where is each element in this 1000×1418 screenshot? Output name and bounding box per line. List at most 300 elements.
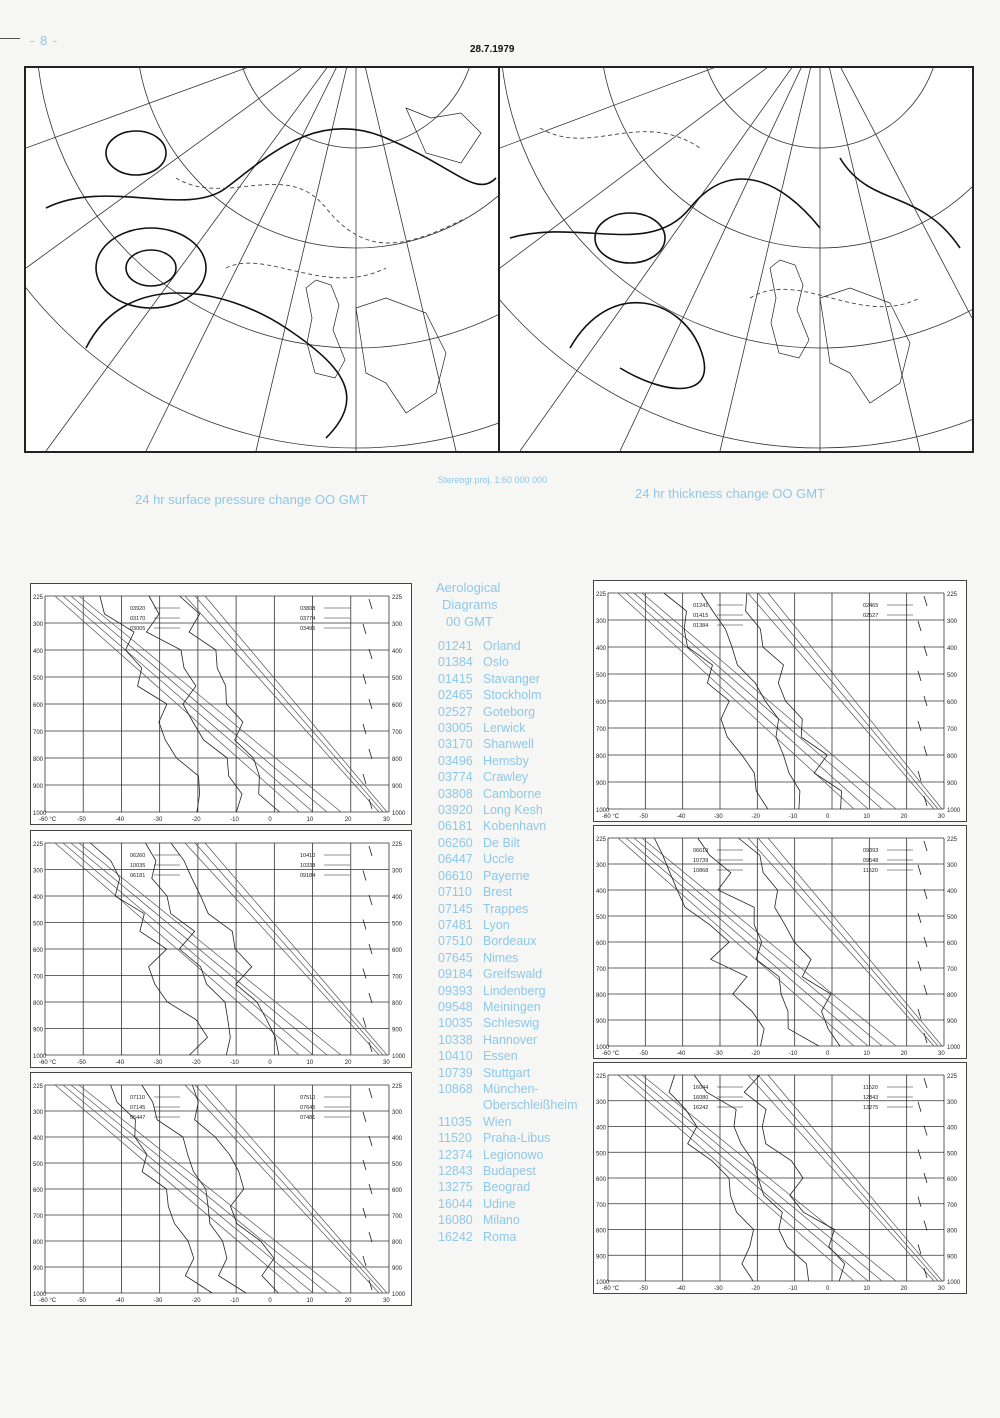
pressure-label: 700 [392,730,403,736]
station-code: 03774 [438,770,473,785]
pressure-label: 900 [33,1027,44,1034]
pressure-label: 600 [947,941,958,947]
diagram-station-code: 09184 [300,873,316,879]
pressure-label: 225 [596,1074,607,1080]
station-row [438,654,577,670]
station-code [438,1097,483,1113]
station-row [438,1163,577,1179]
pressure-label: 300 [33,622,44,628]
diagram-drawing [594,826,966,1058]
station-row [438,868,577,884]
wind-barb [363,774,366,784]
station-row [438,851,577,867]
diagram-station-code: 06447 [130,1115,146,1121]
pressure-label: 600 [596,700,607,706]
temperature-label: -40 [115,1060,125,1066]
pressure-label: 300 [392,1110,403,1116]
wind-barb [363,1208,366,1218]
diagram-station-code: 03920 [130,606,146,612]
station-row [438,999,577,1015]
pressure-label: 500 [392,921,403,928]
station-code: 06610 [438,868,473,883]
temperature-label: 30 [938,1051,945,1057]
pressure-label: 300 [392,622,403,628]
station-code: 11035 [438,1114,472,1129]
station-name: Bordeaux [483,934,537,949]
station-name: Payerne [483,868,530,883]
pressure-label: 400 [392,895,403,901]
pressure-label: 500 [596,673,607,679]
station-name: Uccle [483,852,515,867]
pressure-label: 700 [947,1202,958,1209]
station-row [438,1130,577,1146]
temperature-label: -50 [77,1298,86,1304]
diagram-drawing [594,1063,966,1293]
pressure-label: 300 [596,619,607,625]
diagram-station-code: 02527 [863,613,879,619]
temperature-label: 0 [268,817,272,823]
pressure-label: 900 [947,1019,958,1025]
pressure-label: 900 [596,1019,607,1025]
station-code: 10868 [438,1081,473,1096]
temperature-label: -20 [191,817,201,823]
pressure-label: 400 [33,895,44,901]
station-row [438,1081,577,1097]
pressure-label: 600 [392,703,403,709]
diagram-station-code: 16044 [693,1085,709,1091]
diagram-station-code: 10338 [300,863,316,869]
wind-barb [363,674,366,684]
station-name: Meiningen [483,999,541,1014]
station-name: Nimes [483,950,519,965]
temperature-label: -10 [788,814,798,820]
diagram-station-code: 07481 [300,1115,316,1121]
station-code: 03808 [438,786,473,801]
pressure-label: 300 [947,863,958,869]
wind-barb [363,624,366,634]
station-row [438,1179,577,1195]
temperature-label: 0 [268,1060,272,1066]
station-name: Udine [483,1196,516,1211]
temperature-label: -20 [751,814,761,820]
pressure-label: 500 [947,1151,958,1158]
pressure-label: 700 [392,974,403,981]
station-name: Beograd [483,1180,531,1195]
diagram-station-code: 07645 [300,1105,316,1111]
station-row [438,983,577,999]
wind-barb [924,746,927,756]
station-code: 06260 [438,835,473,850]
temperature-label: -30 [153,1298,163,1304]
wind-barb [918,913,921,923]
pressure-label: 800 [947,1228,958,1235]
diagram-station-code: 10868 [693,868,709,874]
station-code: 12843 [438,1164,473,1178]
pressure-label: 600 [947,700,958,706]
pressure-label: 225 [947,837,958,843]
temperature-label: -40 [676,1051,686,1057]
wind-barb [924,796,927,806]
pressure-label: 1000 [33,1054,47,1060]
station-code: 01415 [438,671,473,686]
wind-barb [369,993,372,1003]
temperature-label: 20 [344,817,352,823]
station-name: Lerwick [483,721,526,736]
pressure-label: 400 [596,646,607,652]
temperature-label: -20 [751,1051,761,1057]
wind-barb [363,1018,366,1028]
diagram-station-code: 03774 [300,616,316,622]
temperature-label: 20 [344,1298,352,1304]
station-code: 16044 [438,1196,473,1211]
diagram-station-code: 11520 [863,1085,878,1091]
temperature-label: -10 [230,1060,239,1066]
diagram-station-code: 06181 [130,873,146,879]
station-code: 02527 [438,704,473,719]
pressure-label: 500 [392,676,403,682]
station-name: Stuttgart [483,1065,531,1080]
pressure-label: 800 [33,1240,44,1246]
diagram-station-code: 10739 [693,858,709,864]
pressure-label: 225 [596,837,607,843]
pressure-label: 400 [392,649,403,655]
pressure-label: 300 [947,619,958,625]
pressure-label: 400 [392,1136,403,1142]
diagram-station-code: 07145 [130,1105,146,1111]
station-name: Schleswig [483,1016,540,1031]
pressure-label: 400 [947,889,958,895]
station-name: Kobenhavn [483,819,547,834]
station-row [438,1032,577,1048]
station-row [438,1212,577,1228]
temperature-label: 0 [268,1298,272,1304]
pressure-label: 1000 [392,1292,406,1298]
pressure-label: 400 [596,1125,607,1132]
temperature-label: 0 [826,1286,830,1292]
station-row [438,1147,577,1163]
diagram-station-code: 16242 [693,1105,709,1111]
pressure-label: 400 [947,1125,958,1132]
pressure-label: 500 [596,915,607,921]
pressure-label: 700 [33,974,44,981]
wind-barb [363,871,366,881]
temperature-label: 10 [306,817,314,823]
temperature-label: -50 [639,1286,649,1292]
pressure-label: 700 [33,1214,44,1220]
legend-title-line: Aerological [436,580,501,595]
wind-barb [369,599,372,609]
wind-barb [363,1112,366,1122]
pressure-label: 900 [947,1254,958,1261]
station-name: Milano [483,1213,520,1228]
temperature-label: 10 [306,1298,314,1304]
pressure-label: 600 [392,1188,403,1194]
pressure-label: 900 [947,781,958,787]
pressure-label: 500 [33,676,44,682]
pressure-label: 900 [392,1266,403,1272]
pressure-label: 1000 [392,1054,406,1060]
station-name: Crawley [483,770,529,785]
pressure-label: 300 [33,868,44,875]
pressure-label: 700 [947,967,958,973]
station-name: Essen [483,1049,518,1064]
pressure-label: 600 [947,1177,958,1183]
station-row [438,638,577,654]
pressure-label: 400 [33,1136,44,1142]
station-name: Oslo [483,655,509,670]
station-row [438,720,577,736]
diagram-station-code: 09548 [863,858,879,864]
temperature-label: 30 [938,814,945,820]
wind-barb [924,1221,927,1231]
pressure-label: 600 [596,941,607,947]
station-code: 06447 [438,852,473,867]
pressure-label: 700 [596,1202,607,1209]
wind-barb [369,1088,372,1098]
pressure-label: 800 [33,757,44,763]
diagram-station-code: 09393 [863,848,879,854]
wind-barb [924,596,927,606]
station-row [438,1114,577,1130]
station-row [438,704,577,720]
station-name: Budapest [483,1164,536,1178]
pressure-label: 700 [392,1214,403,1220]
temperature-label: -10 [788,1051,798,1057]
temperature-label: -30 [714,814,723,820]
pressure-label: 300 [392,868,403,875]
pressure-label: 800 [392,1001,403,1007]
pressure-label: 800 [596,754,607,760]
station-name: Roma [483,1229,517,1244]
temperature-label: 20 [900,814,908,820]
station-code: 10410 [438,1049,473,1064]
diagram-station-code: 16080 [693,1095,709,1101]
station-name: Legionowo [483,1147,544,1162]
station-name: Hannover [483,1032,538,1047]
temperature-label: 10 [863,1286,871,1292]
station-row [438,753,577,769]
temperature-label: -20 [191,1298,201,1304]
station-row [438,1196,577,1212]
pressure-label: 900 [392,1027,403,1034]
station-code: 10338 [438,1032,473,1047]
pressure-label: 225 [596,592,607,598]
temperature-label: -60 °C [39,817,57,823]
station-name: De Bilt [483,835,520,850]
station-code: 07510 [438,934,473,949]
diagram-station-code: 11520 [863,868,878,874]
pressure-label: 800 [392,757,403,763]
surface-pressure-change-map [24,66,500,453]
diagram-drawing [31,584,411,824]
station-code: 03170 [438,737,473,752]
pressure-label: 900 [33,784,44,790]
pressure-label: 225 [392,595,403,601]
legend-title [436,579,500,630]
pressure-label: 1000 [596,808,610,814]
page-edge-mark [0,38,20,39]
station-name: Greifswald [483,967,543,982]
diagram-drawing [31,831,411,1067]
pressure-label: 600 [33,948,44,954]
station-name: Trappes [483,901,529,916]
pressure-label: 225 [33,595,44,601]
pressure-label: 600 [596,1177,607,1183]
station-row [438,901,577,917]
temperature-label: -10 [788,1286,798,1292]
station-code: 13275 [438,1180,473,1195]
pressure-label: 900 [33,1266,44,1272]
wind-barb [363,920,366,930]
wind-barb [363,1256,366,1266]
page-date: 28.7.1979 [470,44,515,55]
station-name: Lindenberg [483,983,546,998]
pressure-label: 800 [596,993,607,999]
wind-barb [924,1078,927,1088]
pressure-label: 700 [33,730,44,736]
station-row [438,1229,577,1245]
station-name: Shanwell [483,737,534,752]
diagram-station-code: 12843 [863,1095,879,1101]
temperature-label: -50 [639,814,649,820]
wind-barb [918,961,921,971]
pressure-label: 500 [392,1162,403,1168]
diagram-station-code: 01415 [693,613,709,619]
pressure-label: 700 [596,967,607,973]
wind-barb [918,621,921,631]
station-code: 09393 [438,983,473,998]
diagram-station-code: 03005 [130,626,146,632]
station-name: Camborne [483,786,542,801]
wind-barb [918,671,921,681]
station-row [438,687,577,703]
thickness-caption: 24 hr thickness change OO GMT [635,486,826,501]
station-row [438,1015,577,1031]
map-left-drawing [26,68,498,451]
station-row [438,786,577,802]
station-code: 16242 [438,1229,473,1244]
station-row [438,966,577,982]
pressure-label: 225 [392,1084,403,1090]
temperature-label: 10 [863,1051,871,1057]
diagram-station-code: 03808 [300,606,316,612]
wind-barb [918,721,921,731]
station-code: 03496 [438,753,473,768]
station-code: 07645 [438,950,473,965]
temperature-label: -30 [153,817,163,823]
temperature-label: -20 [191,1060,201,1066]
temperature-label: -10 [230,1298,239,1304]
temperature-label: 20 [900,1286,908,1292]
aerological-diagram [593,580,967,822]
pressure-label: 1000 [596,1280,610,1286]
wind-barb [918,1197,921,1207]
aerological-diagram [593,825,967,1059]
wind-barb [369,649,372,659]
temperature-label: 30 [383,1060,390,1066]
pressure-label: 300 [596,863,607,869]
station-row [438,802,577,818]
pressure-label: 700 [596,727,607,733]
temperature-label: 0 [826,1051,830,1057]
pressure-label: 1000 [392,811,406,817]
pressure-label: 800 [947,993,958,999]
diagram-drawing [594,581,966,821]
station-row [438,917,577,933]
pressure-label: 700 [947,727,958,733]
pressure-label: 1000 [596,1045,610,1051]
pressure-label: 600 [392,948,403,954]
temperature-label: 30 [383,1298,390,1304]
pressure-label: 800 [947,754,958,760]
wind-barb [363,724,366,734]
station-code: 03920 [438,803,473,818]
wind-barb [369,1136,372,1146]
station-name: Lyon [483,917,510,932]
station-name: Oberschleißheim [483,1098,578,1113]
pressure-label: 1000 [947,808,961,814]
wind-barb [918,1149,921,1159]
pressure-label: 500 [33,921,44,928]
wind-barb [369,749,372,759]
station-code: 03005 [438,721,473,736]
pressure-label: 600 [33,703,44,709]
pressure-label: 800 [596,1228,607,1235]
temperature-label: -60 °C [602,814,620,820]
temperature-label: -10 [230,817,239,823]
diagram-station-code: 06610 [693,848,709,854]
station-code: 10035 [438,1016,473,1031]
diagram-station-code: 10035 [130,863,146,869]
station-code: 12374 [438,1147,473,1162]
diagram-drawing [31,1073,411,1305]
station-list [438,638,577,1245]
temperature-label: 0 [826,814,830,820]
pressure-label: 900 [392,784,403,790]
temperature-label: 30 [938,1286,945,1292]
pressure-label: 300 [33,1110,44,1116]
wind-barb [924,646,927,656]
station-code: 07481 [438,917,473,932]
station-row [438,769,577,785]
pressure-label: 225 [947,592,958,598]
wind-barb [363,1160,366,1170]
station-name: Brest [483,885,513,900]
temperature-label: -50 [77,1060,86,1066]
station-row [438,671,577,687]
temperature-label: 20 [900,1051,908,1057]
temperature-label: -50 [639,1051,649,1057]
temperature-label: -30 [714,1051,723,1057]
temperature-label: 10 [306,1060,314,1066]
pressure-label: 225 [392,842,403,848]
pressure-label: 225 [33,1084,44,1090]
station-code: 09184 [438,967,473,982]
pressure-label: 1000 [947,1045,961,1051]
diagram-station-code: 13275 [863,1105,879,1111]
diagram-station-code: 07110 [130,1095,145,1101]
station-row [438,1097,577,1113]
pressure-label: 1000 [33,1292,47,1298]
station-name: München- [483,1081,539,1096]
legend-title-line: Diagrams [442,597,498,612]
station-row [438,818,577,834]
station-name: Orland [483,639,521,653]
station-code: 09548 [438,999,473,1014]
diagram-station-code: 03170 [130,616,146,622]
temperature-label: -40 [115,817,125,823]
station-code: 10739 [438,1065,473,1080]
